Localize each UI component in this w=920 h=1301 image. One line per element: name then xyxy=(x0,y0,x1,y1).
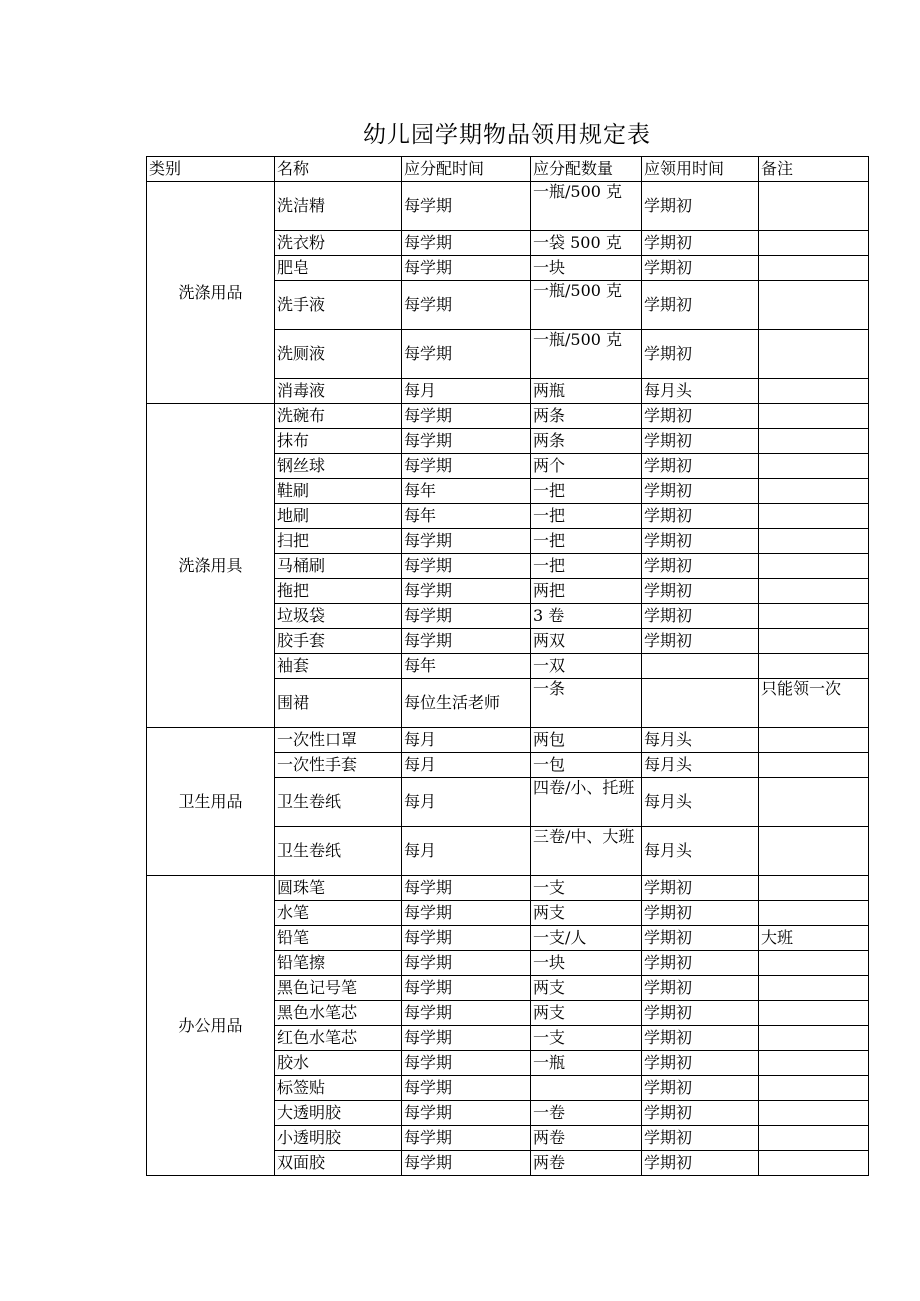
table-row xyxy=(147,876,869,901)
quantity-cell: 一条 xyxy=(531,679,642,728)
note-cell xyxy=(759,479,869,504)
note-cell xyxy=(759,579,869,604)
allocation-time-cell: 每学期 xyxy=(402,1126,531,1151)
allocation-time-cell: 每年 xyxy=(402,654,531,679)
item-name-cell: 钢丝球 xyxy=(275,454,402,479)
pickup-time-cell: 学期初 xyxy=(642,926,759,951)
pickup-time-cell: 学期初 xyxy=(642,951,759,976)
pickup-time-cell: 学期初 xyxy=(642,579,759,604)
allocation-time-cell: 每学期 xyxy=(402,901,531,926)
allocation-time-cell: 每学期 xyxy=(402,330,531,379)
note-cell xyxy=(759,753,869,778)
pickup-time-cell: 学期初 xyxy=(642,1101,759,1126)
item-name-cell: 垃圾袋 xyxy=(275,604,402,629)
allocation-time-cell: 每学期 xyxy=(402,876,531,901)
quantity-cell: 一卷 xyxy=(531,1101,642,1126)
pickup-time-cell: 学期初 xyxy=(642,1076,759,1101)
allocation-time-cell: 每月 xyxy=(402,778,531,827)
note-cell xyxy=(759,1101,869,1126)
pickup-time-cell: 学期初 xyxy=(642,429,759,454)
pickup-time-cell: 学期初 xyxy=(642,1026,759,1051)
category-cell: 洗涤用品 xyxy=(147,182,275,404)
allocation-time-cell: 每月 xyxy=(402,379,531,404)
item-name-cell: 消毒液 xyxy=(275,379,402,404)
quantity-cell: 两双 xyxy=(531,629,642,654)
note-cell xyxy=(759,629,869,654)
item-name-cell: 卫生卷纸 xyxy=(275,778,402,827)
quantity-cell: 一块 xyxy=(531,256,642,281)
item-name-cell: 洗洁精 xyxy=(275,182,402,231)
table-row xyxy=(147,404,869,429)
pickup-time-cell: 学期初 xyxy=(642,876,759,901)
item-name-cell: 鞋刷 xyxy=(275,479,402,504)
category-cell: 卫生用品 xyxy=(147,728,275,876)
quantity-cell: 两卷 xyxy=(531,1126,642,1151)
quantity-cell: 两条 xyxy=(531,404,642,429)
allocation-time-cell: 每学期 xyxy=(402,1051,531,1076)
allocation-time-cell: 每学期 xyxy=(402,1151,531,1176)
note-cell xyxy=(759,379,869,404)
pickup-time-cell: 学期初 xyxy=(642,1001,759,1026)
note-cell xyxy=(759,778,869,827)
quantity-cell: 一双 xyxy=(531,654,642,679)
note-cell xyxy=(759,827,869,876)
note-cell xyxy=(759,231,869,256)
quantity-cell: 一把 xyxy=(531,479,642,504)
header-category: 类别 xyxy=(147,157,275,182)
pickup-time-cell: 每月头 xyxy=(642,753,759,778)
pickup-time-cell: 学期初 xyxy=(642,604,759,629)
allocation-time-cell: 每年 xyxy=(402,504,531,529)
item-name-cell: 洗衣粉 xyxy=(275,231,402,256)
pickup-time-cell: 学期初 xyxy=(642,976,759,1001)
pickup-time-cell: 学期初 xyxy=(642,454,759,479)
header-quantity: 应分配数量 xyxy=(531,157,642,182)
item-name-cell: 洗手液 xyxy=(275,281,402,330)
item-name-cell: 扫把 xyxy=(275,529,402,554)
allocation-time-cell: 每学期 xyxy=(402,1001,531,1026)
quantity-cell: 一瓶/500 克 xyxy=(531,281,642,330)
item-name-cell: 铅笔 xyxy=(275,926,402,951)
note-cell xyxy=(759,951,869,976)
quantity-cell: 一把 xyxy=(531,529,642,554)
pickup-time-cell: 学期初 xyxy=(642,554,759,579)
pickup-time-cell: 每月头 xyxy=(642,728,759,753)
note-cell: 大班 xyxy=(759,926,869,951)
allocation-time-cell: 每学期 xyxy=(402,629,531,654)
allocation-time-cell: 每学期 xyxy=(402,1026,531,1051)
allocation-time-cell: 每学期 xyxy=(402,926,531,951)
item-name-cell: 铅笔擦 xyxy=(275,951,402,976)
note-cell xyxy=(759,504,869,529)
header-note: 备注 xyxy=(759,157,869,182)
allocation-time-cell: 每学期 xyxy=(402,429,531,454)
header-pickup-time: 应领用时间 xyxy=(642,157,759,182)
item-name-cell: 红色水笔芯 xyxy=(275,1026,402,1051)
quantity-cell: 两卷 xyxy=(531,1151,642,1176)
item-name-cell: 围裙 xyxy=(275,679,402,728)
note-cell xyxy=(759,1051,869,1076)
item-name-cell: 一次性手套 xyxy=(275,753,402,778)
note-cell xyxy=(759,256,869,281)
quantity-cell: 一袋 500 克 xyxy=(531,231,642,256)
allocation-time-cell: 每学期 xyxy=(402,579,531,604)
allocation-time-cell: 每学期 xyxy=(402,256,531,281)
allocation-time-cell: 每学期 xyxy=(402,1076,531,1101)
note-cell xyxy=(759,529,869,554)
note-cell xyxy=(759,182,869,231)
note-cell xyxy=(759,554,869,579)
item-name-cell: 袖套 xyxy=(275,654,402,679)
allocation-time-cell: 每学期 xyxy=(402,281,531,330)
note-cell xyxy=(759,1151,869,1176)
quantity-cell: 一瓶/500 克 xyxy=(531,330,642,379)
item-name-cell: 大透明胶 xyxy=(275,1101,402,1126)
quantity-cell: 一把 xyxy=(531,504,642,529)
note-cell xyxy=(759,454,869,479)
note-cell xyxy=(759,876,869,901)
item-name-cell: 洗厕液 xyxy=(275,330,402,379)
header-time: 应分配时间 xyxy=(402,157,531,182)
note-cell xyxy=(759,1026,869,1051)
pickup-time-cell: 学期初 xyxy=(642,529,759,554)
pickup-time-cell: 学期初 xyxy=(642,504,759,529)
supply-table xyxy=(146,156,869,1176)
category-cell: 洗涤用具 xyxy=(147,404,275,728)
quantity-cell: 两支 xyxy=(531,1001,642,1026)
table-row xyxy=(147,728,869,753)
document-title: 幼儿园学期物品领用规定表 xyxy=(363,122,651,148)
pickup-time-cell: 学期初 xyxy=(642,629,759,654)
quantity-cell: 两包 xyxy=(531,728,642,753)
allocation-time-cell: 每学期 xyxy=(402,554,531,579)
allocation-time-cell: 每学期 xyxy=(402,529,531,554)
pickup-time-cell: 每月头 xyxy=(642,379,759,404)
quantity-cell: 两个 xyxy=(531,454,642,479)
item-name-cell: 黑色水笔芯 xyxy=(275,1001,402,1026)
allocation-time-cell: 每年 xyxy=(402,479,531,504)
quantity-cell: 两把 xyxy=(531,579,642,604)
item-name-cell: 胶水 xyxy=(275,1051,402,1076)
item-name-cell: 卫生卷纸 xyxy=(275,827,402,876)
quantity-cell xyxy=(531,1076,642,1101)
quantity-cell: 三卷/中、大班 xyxy=(531,827,642,876)
pickup-time-cell: 学期初 xyxy=(642,1151,759,1176)
quantity-cell: 一支 xyxy=(531,876,642,901)
item-name-cell: 马桶刷 xyxy=(275,554,402,579)
allocation-time-cell: 每学期 xyxy=(402,182,531,231)
pickup-time-cell: 学期初 xyxy=(642,479,759,504)
allocation-time-cell: 每月 xyxy=(402,728,531,753)
note-cell: 只能领一次 xyxy=(759,679,869,728)
note-cell xyxy=(759,429,869,454)
allocation-time-cell: 每学期 xyxy=(402,231,531,256)
quantity-cell: 两支 xyxy=(531,901,642,926)
table-row xyxy=(147,182,869,231)
note-cell xyxy=(759,654,869,679)
item-name-cell: 地刷 xyxy=(275,504,402,529)
pickup-time-cell xyxy=(642,654,759,679)
quantity-cell: 一块 xyxy=(531,951,642,976)
item-name-cell: 水笔 xyxy=(275,901,402,926)
quantity-cell: 两瓶 xyxy=(531,379,642,404)
quantity-cell: 一瓶 xyxy=(531,1051,642,1076)
allocation-time-cell: 每位生活老师 xyxy=(402,679,531,728)
item-name-cell: 肥皂 xyxy=(275,256,402,281)
pickup-time-cell: 学期初 xyxy=(642,404,759,429)
note-cell xyxy=(759,281,869,330)
pickup-time-cell: 学期初 xyxy=(642,1051,759,1076)
allocation-time-cell: 每学期 xyxy=(402,951,531,976)
allocation-time-cell: 每月 xyxy=(402,827,531,876)
note-cell xyxy=(759,976,869,1001)
allocation-time-cell: 每学期 xyxy=(402,404,531,429)
item-name-cell: 一次性口罩 xyxy=(275,728,402,753)
pickup-time-cell: 学期初 xyxy=(642,1126,759,1151)
note-cell xyxy=(759,604,869,629)
item-name-cell: 黑色记号笔 xyxy=(275,976,402,1001)
pickup-time-cell: 学期初 xyxy=(642,182,759,231)
quantity-cell: 两支 xyxy=(531,976,642,1001)
item-name-cell: 圆珠笔 xyxy=(275,876,402,901)
item-name-cell: 标签贴 xyxy=(275,1076,402,1101)
item-name-cell: 抹布 xyxy=(275,429,402,454)
quantity-cell: 四卷/小、托班 xyxy=(531,778,642,827)
category-cell: 办公用品 xyxy=(147,876,275,1176)
pickup-time-cell: 学期初 xyxy=(642,231,759,256)
item-name-cell: 胶手套 xyxy=(275,629,402,654)
quantity-cell: 一把 xyxy=(531,554,642,579)
allocation-time-cell: 每学期 xyxy=(402,454,531,479)
allocation-time-cell: 每学期 xyxy=(402,976,531,1001)
pickup-time-cell: 学期初 xyxy=(642,901,759,926)
quantity-cell: 一支/人 xyxy=(531,926,642,951)
note-cell xyxy=(759,728,869,753)
quantity-cell: 一支 xyxy=(531,1026,642,1051)
quantity-cell: 一包 xyxy=(531,753,642,778)
header-row xyxy=(147,157,869,182)
pickup-time-cell xyxy=(642,679,759,728)
item-name-cell: 双面胶 xyxy=(275,1151,402,1176)
table-body xyxy=(147,182,869,1176)
allocation-time-cell: 每学期 xyxy=(402,1101,531,1126)
quantity-cell: 3 卷 xyxy=(531,604,642,629)
note-cell xyxy=(759,404,869,429)
pickup-time-cell: 学期初 xyxy=(642,256,759,281)
pickup-time-cell: 每月头 xyxy=(642,827,759,876)
pickup-time-cell: 学期初 xyxy=(642,330,759,379)
quantity-cell: 两条 xyxy=(531,429,642,454)
item-name-cell: 拖把 xyxy=(275,579,402,604)
note-cell xyxy=(759,1076,869,1101)
item-name-cell: 小透明胶 xyxy=(275,1126,402,1151)
allocation-time-cell: 每学期 xyxy=(402,604,531,629)
note-cell xyxy=(759,1001,869,1026)
allocation-time-cell: 每月 xyxy=(402,753,531,778)
pickup-time-cell: 学期初 xyxy=(642,281,759,330)
header-name: 名称 xyxy=(275,157,402,182)
note-cell xyxy=(759,1126,869,1151)
note-cell xyxy=(759,330,869,379)
note-cell xyxy=(759,901,869,926)
quantity-cell: 一瓶/500 克 xyxy=(531,182,642,231)
item-name-cell: 洗碗布 xyxy=(275,404,402,429)
pickup-time-cell: 每月头 xyxy=(642,778,759,827)
